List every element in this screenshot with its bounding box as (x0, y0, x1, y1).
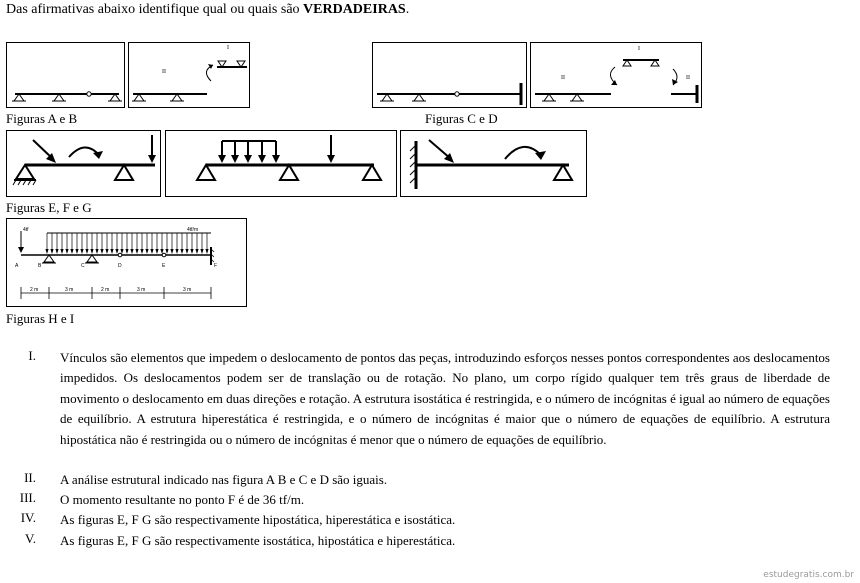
fig-h-pt-a: A (15, 263, 19, 269)
fig-h-pt-d: D (118, 263, 122, 269)
dist-load-arrow-head (195, 249, 198, 254)
dist-load-arrow-head (50, 249, 53, 254)
intro-suffix: . (405, 2, 410, 17)
figure-b-drawing (129, 43, 251, 109)
dist-load-arrow-head (200, 249, 203, 254)
fig-b-label-ii: II (162, 69, 166, 75)
dist-load-arrow-head (140, 249, 143, 254)
figure-a (6, 42, 125, 108)
caption-hi: Figuras H e I (6, 311, 75, 326)
fig-h-distributed-arrows (45, 233, 208, 254)
intro-bold: VERDADEIRAS (303, 2, 406, 17)
question-intro (6, 2, 409, 18)
dist-load-arrow-head (180, 249, 183, 254)
statement-number: V. (25, 531, 36, 546)
dist-load-arrow-head (205, 249, 208, 254)
figure-f-drawing (166, 131, 398, 198)
dist-load-arrow-head (45, 249, 48, 254)
dist-load-arrow-head (85, 249, 88, 254)
caption-ab: Figuras A e B (6, 111, 78, 126)
dist-load-arrow-head (105, 249, 108, 254)
fig-h-dim-1: 2 m (30, 287, 39, 293)
dist-load-arrow-head (115, 249, 118, 254)
dist-load-arrow-head (75, 249, 78, 254)
dist-load-arrow-head (100, 249, 103, 254)
dist-load-arrow-head (70, 249, 73, 254)
fig-b-label-i: I (227, 45, 229, 51)
dist-load-arrow-head (80, 249, 83, 254)
dist-load-arrow-head (175, 249, 178, 254)
figure-a-drawing (7, 43, 126, 109)
dist-load-arrow-head (65, 249, 68, 254)
fig-d-label-ii-right: II (686, 75, 690, 81)
fig-h-dist-load: 4tf/m (187, 227, 199, 233)
statement-number: III. (19, 490, 36, 505)
fig-h-load: 4tf (23, 227, 29, 233)
fig-d-label-ii-left: II (561, 75, 565, 81)
dist-load-arrow-head (145, 249, 148, 254)
fig-h-dim-5: 3 m (183, 287, 192, 293)
figure-g (400, 130, 587, 197)
dist-load-arrow-head (90, 249, 93, 254)
dist-load-arrow-head (185, 249, 188, 254)
statement-number: IV. (20, 510, 36, 525)
figure-hi (6, 218, 247, 307)
statement-text: A análise estrutural indicado nas figura A B e C e D são iguais. (60, 472, 388, 487)
dist-load-arrow-head (165, 249, 168, 254)
dist-load-arrow-head (150, 249, 153, 254)
statement-text: Vínculos são elementos que impedem o deslocamento de pontos das peças, introduzindo esforços nesses pontos correspondentes aos deslocamentos impedidos. Os deslocamentos podem ser de translação ou de rotação. No plano, um corpo rígido qualquer tem três graus de liberdade de movimento o deslocamento em duas direções e rotação. A estrutura isostática é restringida, e o número de incógnitas é igual ao número de equações de equilíbrio. A estrutura hiperestática é restringida, e o número de incógnitas é maior que o número de equações de equilíbrio. A estrutura hipostática não é restringida ou o número de incógnitas é menor que o número de equações de equilíbrio. (60, 350, 830, 447)
figure-g-drawing (401, 131, 588, 198)
dist-load-arrow-head (125, 249, 128, 254)
statement-text: As figuras E, F G são respectivamente isostática, hipostática e hiperestática. (60, 533, 456, 548)
fig-h-pt-b: B (38, 263, 42, 269)
dist-load-arrow-head (110, 249, 113, 254)
dist-load-arrow-head (135, 249, 138, 254)
figure-e (6, 130, 161, 197)
figure-f (165, 130, 397, 197)
watermark: estudegratis.com.br (763, 570, 854, 580)
figure-hi-drawing (7, 219, 248, 308)
figure-c-drawing (373, 43, 528, 109)
figure-e-drawing (7, 131, 162, 198)
caption-cd: Figuras C e D (425, 111, 498, 126)
caption-efg: Figuras E, F e G (6, 200, 92, 215)
dist-load-arrow-head (95, 249, 98, 254)
fig-h-dim-3: 2 m (101, 287, 110, 293)
statement-text: As figuras E, F G são respectivamente hipostática, hiperestática e isostática. (60, 512, 456, 527)
dist-load-arrow-head (190, 249, 193, 254)
dist-load-arrow-head (60, 249, 63, 254)
statement-number: II. (24, 470, 36, 485)
figure-c (372, 42, 527, 108)
dist-load-arrow-head (170, 249, 173, 254)
dist-load-arrow-head (130, 249, 133, 254)
fig-d-label-i: I (638, 46, 640, 52)
intro-prefix: Das afirmativas abaixo identifique qual ou quais são (6, 2, 304, 17)
dist-load-arrow-head (55, 249, 58, 254)
fig-h-pt-f: F (214, 263, 218, 269)
fig-h-pt-e: E (162, 263, 166, 269)
fig-h-dim-4: 3 m (137, 287, 146, 293)
figure-d (530, 42, 702, 108)
fig-h-dim-2: 3 m (65, 287, 74, 293)
figure-b (128, 42, 250, 108)
statement-text: O momento resultante no ponto F é de 36 tf/m. (60, 492, 305, 507)
statement-number: I. (28, 348, 36, 363)
figure-d-drawing (531, 43, 703, 109)
dist-load-arrow-head (155, 249, 158, 254)
fig-h-pt-c: C (81, 263, 85, 269)
